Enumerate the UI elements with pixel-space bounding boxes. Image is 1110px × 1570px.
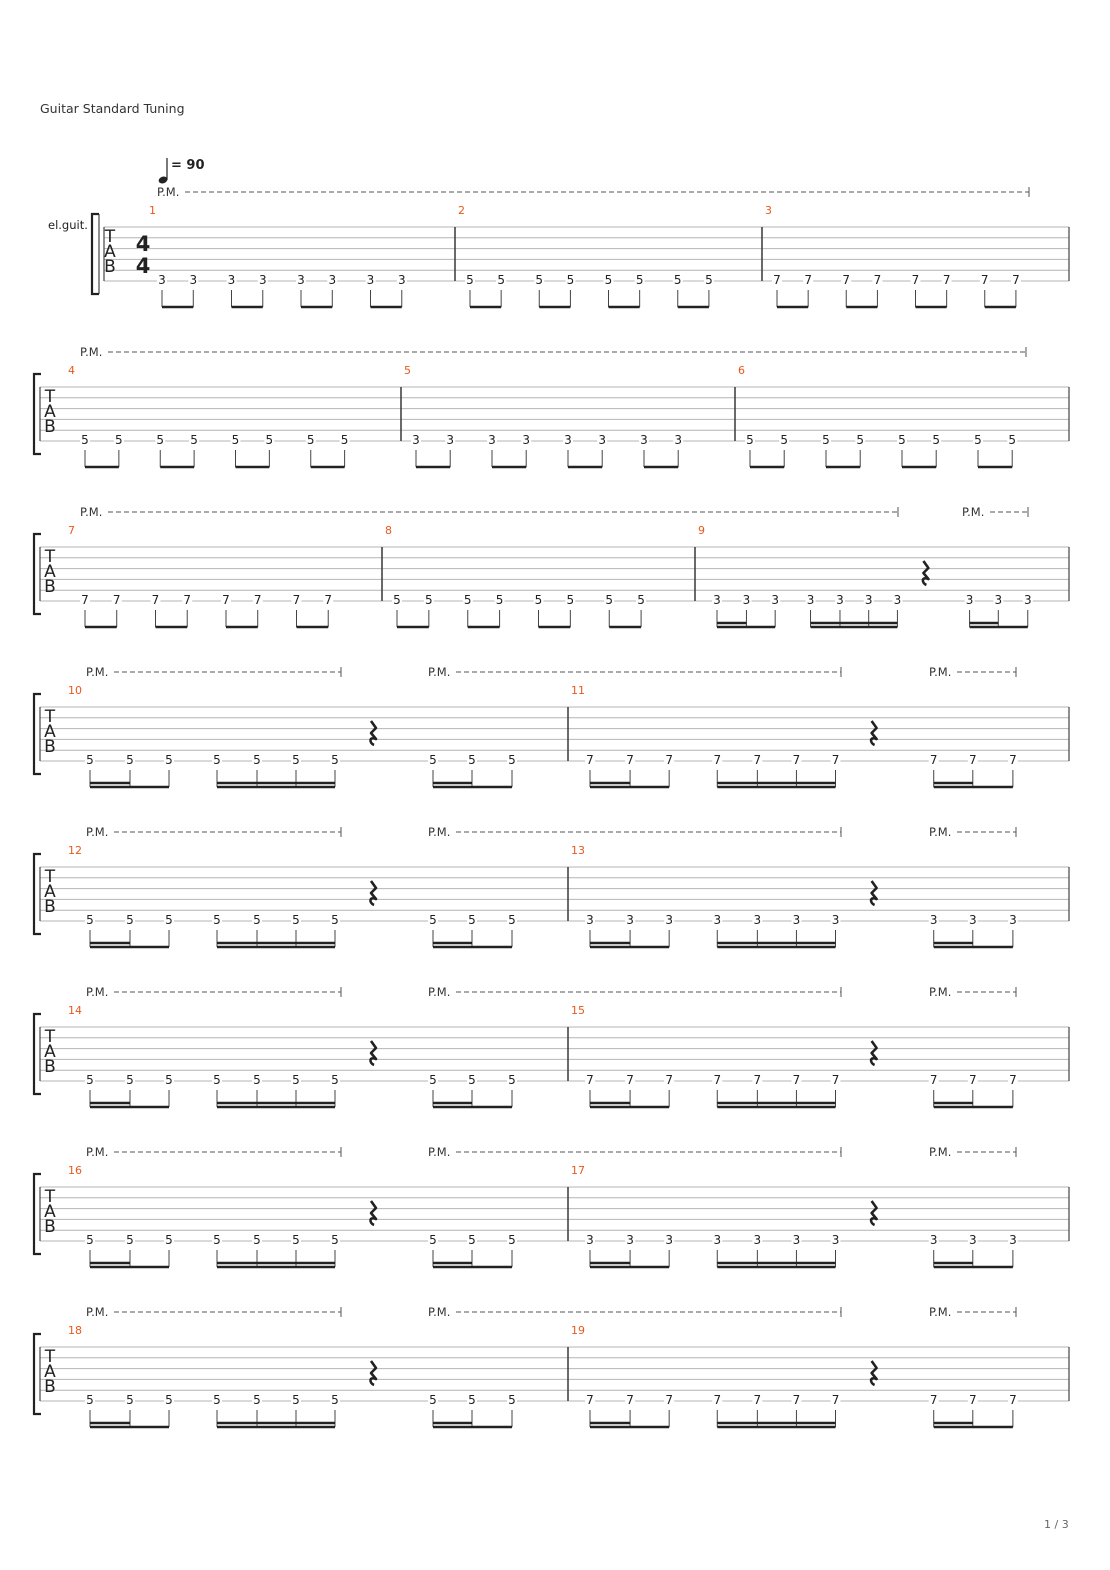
fret-number: 5 [253, 1233, 261, 1247]
fret-number: 3 [665, 1233, 673, 1247]
fret-number: 5 [253, 1393, 261, 1407]
fret-number: 5 [495, 593, 504, 607]
fret-number: 3 [831, 913, 840, 927]
fret-number: 3 [713, 1233, 722, 1247]
fret-number: 3 [586, 1233, 594, 1247]
fret-number: 7 [753, 753, 762, 767]
fret-number: 5 [265, 433, 274, 447]
measure-number: 8 [385, 524, 392, 537]
fret-number: 7 [1012, 273, 1020, 287]
quarter-rest [871, 1041, 877, 1065]
fret-number: 5 [468, 1393, 476, 1407]
fret-number: 5 [165, 1393, 173, 1407]
fret-number: 3 [488, 433, 496, 447]
fret-number: 3 [258, 273, 267, 287]
measure-number: 18 [68, 1324, 82, 1337]
fret-number: 5 [429, 1233, 437, 1247]
tab-clef-letter: T [44, 1027, 56, 1047]
fret-number: 7 [665, 1073, 673, 1087]
fret-number: 5 [292, 913, 300, 927]
fret-number: 3 [189, 273, 198, 287]
tab-system [34, 505, 1069, 627]
fret-number: 7 [586, 1393, 594, 1407]
fret-number: 3 [792, 913, 801, 927]
fret-number: 7 [968, 1073, 977, 1087]
quarter-rest [871, 1201, 877, 1225]
quarter-rest [871, 1361, 877, 1385]
fret-number: 7 [942, 273, 951, 287]
palm-mute-label: P.M. [428, 1145, 451, 1159]
fret-number: 5 [468, 753, 476, 767]
palm-mute-label: P.M. [929, 1145, 952, 1159]
fret-number: 7 [586, 753, 594, 767]
palm-mute-label: P.M. [86, 1145, 109, 1159]
fret-number: 7 [586, 1073, 594, 1087]
fret-number: 5 [393, 593, 401, 607]
fret-number: 3 [831, 1233, 840, 1247]
measure-number: 10 [68, 684, 82, 697]
fret-number: 7 [713, 1073, 722, 1087]
measure-number: 3 [765, 204, 772, 217]
fret-number: 7 [253, 593, 262, 607]
tab-system [34, 985, 1069, 1107]
fret-number: 7 [753, 1393, 762, 1407]
fret-number: 7 [324, 593, 333, 607]
tab-clef-letter: A [44, 882, 56, 902]
fret-number: 5 [213, 1073, 221, 1087]
fret-number: 5 [115, 433, 123, 447]
fret-number: 7 [911, 273, 920, 287]
fret-number: 5 [81, 433, 89, 447]
quarter-rest [923, 561, 929, 585]
quarter-rest [871, 721, 877, 745]
measure-number: 19 [571, 1324, 585, 1337]
quarter-rest [370, 1041, 376, 1065]
fret-number: 5 [213, 753, 221, 767]
fret-number: 5 [86, 1393, 94, 1407]
fret-number: 5 [856, 433, 865, 447]
fret-number: 5 [86, 1233, 94, 1247]
fret-number: 5 [673, 273, 682, 287]
tab-system [34, 665, 1069, 787]
fret-number: 3 [598, 433, 607, 447]
fret-number: 3 [674, 433, 683, 447]
fret-number: 5 [253, 913, 261, 927]
fret-number: 7 [1009, 1393, 1017, 1407]
fret-number: 5 [156, 433, 165, 447]
fret-number: 5 [292, 1393, 300, 1407]
fret-number: 3 [227, 273, 236, 287]
palm-mute-label: P.M. [929, 985, 952, 999]
fret-number: 3 [366, 273, 375, 287]
measure-number: 9 [698, 524, 705, 537]
palm-mute-label: P.M. [86, 985, 109, 999]
fret-number: 3 [753, 913, 762, 927]
staff-bracket [92, 214, 99, 294]
fret-number: 5 [637, 593, 645, 607]
fret-number: 5 [468, 1233, 476, 1247]
fret-number: 5 [165, 1073, 173, 1087]
fret-number: 3 [965, 593, 974, 607]
fret-number: 3 [713, 913, 722, 927]
fret-number: 7 [968, 1393, 977, 1407]
fret-number: 5 [534, 593, 543, 607]
palm-mute-label: P.M. [80, 345, 103, 359]
fret-number: 5 [86, 1073, 94, 1087]
tab-clef-letter: T [44, 707, 56, 727]
tab-clef-letter: B [44, 737, 56, 757]
fret-number: 7 [81, 593, 89, 607]
fret-number: 5 [429, 1393, 437, 1407]
measure-number: 17 [571, 1164, 585, 1177]
fret-number: 7 [980, 273, 989, 287]
fret-number: 5 [340, 433, 349, 447]
fret-number: 3 [929, 1233, 938, 1247]
fret-number: 7 [713, 1393, 722, 1407]
fret-number: 3 [412, 433, 420, 447]
fret-number: 3 [806, 593, 815, 607]
tab-system [34, 1145, 1069, 1267]
fret-number: 5 [253, 1073, 261, 1087]
fret-number: 5 [635, 273, 644, 287]
fret-number: 3 [397, 273, 406, 287]
fret-number: 7 [842, 273, 851, 287]
fret-number: 5 [292, 753, 300, 767]
fret-number: 7 [665, 1393, 673, 1407]
fret-number: 3 [640, 433, 648, 447]
fret-number: 5 [331, 1073, 339, 1087]
palm-mute-label: P.M. [929, 825, 952, 839]
fret-number: 5 [508, 753, 516, 767]
fret-number: 3 [1009, 1233, 1017, 1247]
palm-mute-label: P.M. [428, 665, 451, 679]
fret-number: 5 [331, 913, 339, 927]
fret-number: 3 [564, 433, 572, 447]
tab-system [34, 825, 1069, 947]
fret-number: 7 [753, 1073, 762, 1087]
fret-number: 5 [466, 273, 474, 287]
palm-mute-label: P.M. [929, 665, 952, 679]
tab-clef-letter: B [44, 417, 56, 437]
fret-number: 7 [1009, 1073, 1017, 1087]
fret-number: 7 [713, 753, 722, 767]
palm-mute-label: P.M. [428, 985, 451, 999]
fret-number: 3 [753, 1233, 762, 1247]
measure-number: 11 [571, 684, 585, 697]
fret-number: 5 [190, 433, 198, 447]
fret-number: 5 [705, 273, 713, 287]
fret-number: 7 [626, 1073, 634, 1087]
fret-number: 3 [713, 593, 721, 607]
time-signature-numerator: 4 [135, 232, 151, 256]
fret-number: 7 [831, 1073, 840, 1087]
fret-number: 5 [932, 433, 941, 447]
fret-number: 3 [893, 593, 902, 607]
fret-number: 5 [213, 1393, 221, 1407]
tab-clef-letter: A [44, 1362, 56, 1382]
tab-clef-letter: T [44, 1187, 56, 1207]
measure-number: 2 [458, 204, 465, 217]
fret-number: 5 [468, 1073, 476, 1087]
palm-mute-label: P.M. [86, 1305, 109, 1319]
fret-number: 7 [183, 593, 192, 607]
measure-number: 16 [68, 1164, 82, 1177]
fret-number: 5 [126, 753, 134, 767]
fret-number: 5 [86, 753, 94, 767]
fret-number: 3 [836, 593, 844, 607]
tempo-marking: = 90 [171, 158, 205, 173]
fret-number: 7 [831, 753, 840, 767]
quarter-rest [370, 881, 376, 905]
tab-clef-letter: B [104, 257, 116, 277]
fret-number: 5 [126, 1393, 134, 1407]
tab-clef-letter: A [44, 562, 56, 582]
palm-mute-label: P.M. [428, 1305, 451, 1319]
fret-number: 5 [126, 913, 134, 927]
fret-number: 3 [742, 593, 751, 607]
tab-clef-letter: A [44, 722, 56, 742]
fret-number: 5 [974, 433, 982, 447]
tab-clef-letter: B [44, 1057, 56, 1077]
fret-number: 3 [586, 913, 594, 927]
fret-number: 7 [626, 753, 634, 767]
tab-clef-letter: A [44, 402, 56, 422]
fret-number: 5 [1008, 433, 1017, 447]
fret-number: 5 [535, 273, 544, 287]
quarter-rest [370, 1201, 376, 1225]
fret-number: 5 [126, 1233, 134, 1247]
fret-number: 7 [292, 593, 301, 607]
fret-number: 7 [1009, 753, 1017, 767]
fret-number: 3 [158, 273, 166, 287]
fret-number: 5 [126, 1073, 134, 1087]
fret-number: 5 [165, 913, 173, 927]
fret-number: 7 [151, 593, 160, 607]
fret-number: 3 [522, 433, 531, 447]
fret-number: 5 [898, 433, 906, 447]
fret-number: 3 [1023, 593, 1032, 607]
instrument-name: el.guit. [48, 218, 88, 232]
tab-clef-letter: A [44, 1202, 56, 1222]
fret-number: 5 [468, 913, 476, 927]
fret-number: 5 [165, 753, 173, 767]
fret-number: 7 [112, 593, 121, 607]
fret-number: 7 [626, 1393, 634, 1407]
palm-mute-label: P.M. [428, 825, 451, 839]
palm-mute-label: P.M. [80, 505, 103, 519]
tab-clef-letter: B [44, 897, 56, 917]
fret-number: 5 [508, 1393, 516, 1407]
fret-number: 5 [331, 753, 339, 767]
fret-number: 7 [831, 1393, 840, 1407]
tab-clef-letter: T [44, 867, 56, 887]
fret-number: 3 [328, 273, 337, 287]
palm-mute-label: P.M. [929, 1305, 952, 1319]
fret-number: 3 [297, 273, 305, 287]
fret-number: 5 [508, 1073, 516, 1087]
fret-number: 3 [994, 593, 1003, 607]
fret-number: 5 [331, 1233, 339, 1247]
fret-number: 5 [253, 753, 261, 767]
measure-number: 1 [149, 204, 156, 217]
measure-number: 4 [68, 364, 75, 377]
tab-clef-letter: T [104, 227, 116, 247]
quarter-rest [370, 1361, 376, 1385]
measure-number: 12 [68, 844, 82, 857]
fret-number: 7 [773, 273, 781, 287]
tab-clef-letter: T [44, 387, 56, 407]
fret-number: 7 [792, 1073, 801, 1087]
fret-number: 3 [665, 913, 673, 927]
tuning-label: Guitar Standard Tuning [40, 101, 185, 116]
fret-number: 5 [463, 593, 472, 607]
palm-mute-label: P.M. [962, 505, 985, 519]
fret-number: 5 [429, 913, 437, 927]
fret-number: 5 [497, 273, 505, 287]
fret-number: 7 [222, 593, 230, 607]
tab-clef-letter: A [44, 1042, 56, 1062]
measure-number: 6 [738, 364, 745, 377]
fret-number: 7 [792, 753, 801, 767]
time-signature-denominator: 4 [135, 254, 151, 278]
fret-number: 5 [429, 1073, 437, 1087]
fret-number: 3 [1009, 913, 1017, 927]
fret-number: 5 [292, 1073, 300, 1087]
fret-number: 5 [566, 593, 575, 607]
palm-mute-label: P.M. [157, 185, 180, 199]
fret-number: 5 [331, 1393, 339, 1407]
fret-number: 5 [292, 1233, 300, 1247]
tab-clef-letter: B [44, 1217, 56, 1237]
fret-number: 5 [780, 433, 789, 447]
tab-clef-letter: A [104, 242, 116, 262]
fret-number: 3 [626, 1233, 634, 1247]
fret-number: 5 [213, 913, 221, 927]
tab-clef-letter: T [44, 547, 56, 567]
tab-clef-letter: B [44, 1377, 56, 1397]
fret-number: 5 [425, 593, 433, 607]
tab-clef-letter: B [44, 577, 56, 597]
fret-number: 3 [929, 913, 938, 927]
quarter-rest [871, 881, 877, 905]
fret-number: 5 [566, 273, 575, 287]
fret-number: 5 [86, 913, 94, 927]
fret-number: 5 [213, 1233, 221, 1247]
fret-number: 5 [231, 433, 240, 447]
fret-number: 7 [665, 753, 673, 767]
fret-number: 7 [929, 1393, 938, 1407]
tab-system [34, 345, 1069, 467]
fret-number: 3 [792, 1233, 801, 1247]
measure-number: 13 [571, 844, 585, 857]
fret-number: 3 [771, 593, 779, 607]
fret-number: 5 [508, 913, 516, 927]
fret-number: 3 [968, 913, 977, 927]
fret-number: 5 [165, 1233, 173, 1247]
fret-number: 5 [429, 753, 437, 767]
fret-number: 5 [746, 433, 754, 447]
fret-number: 5 [306, 433, 315, 447]
palm-mute-label: P.M. [86, 665, 109, 679]
fret-number: 5 [605, 593, 614, 607]
measure-number: 7 [68, 524, 75, 537]
fret-number: 3 [864, 593, 873, 607]
page-number: 1 / 3 [1044, 1518, 1069, 1531]
fret-number: 3 [446, 433, 455, 447]
fret-number: 5 [604, 273, 613, 287]
palm-mute-label: P.M. [86, 825, 109, 839]
fret-number: 5 [508, 1233, 516, 1247]
quarter-rest [370, 721, 376, 745]
fret-number: 7 [873, 273, 882, 287]
fret-number: 5 [822, 433, 830, 447]
tab-system [34, 1305, 1069, 1427]
fret-number: 7 [929, 753, 938, 767]
fret-number: 3 [968, 1233, 977, 1247]
fret-number: 7 [792, 1393, 801, 1407]
fret-number: 7 [968, 753, 977, 767]
fret-number: 7 [929, 1073, 938, 1087]
measure-number: 5 [404, 364, 411, 377]
fret-number: 3 [626, 913, 634, 927]
tab-clef-letter: T [44, 1347, 56, 1367]
fret-number: 7 [804, 273, 812, 287]
tab-system [48, 185, 1069, 307]
measure-number: 15 [571, 1004, 585, 1017]
measure-number: 14 [68, 1004, 82, 1017]
